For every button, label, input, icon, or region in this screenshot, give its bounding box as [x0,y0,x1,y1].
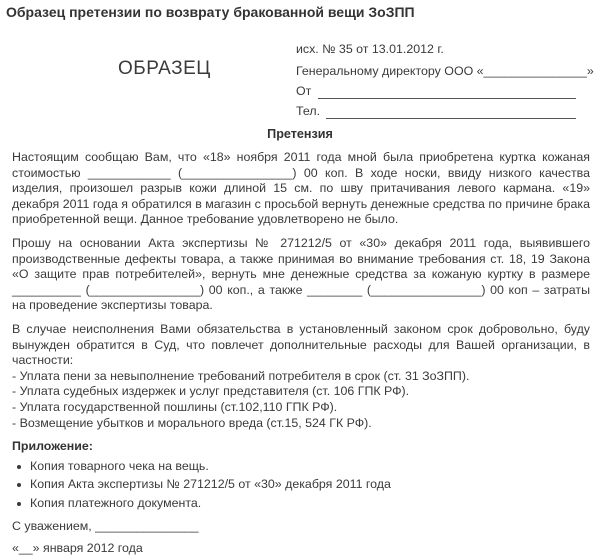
claim-item: - Уплата судебных издержек и услуг представителя (ст. 106 ГПК РФ). [12,384,410,399]
phone-line [326,118,576,119]
claim-body [12,150,590,557]
paragraph-request: Прошу на основании Акта экспертизы № 271212/5 от «30» декабря 2011 года, выявившего производственные дефекты товара, а также принимая во внимание требования ст. 18, 19 Закона «О защите прав потребителей», вернуть мне денежные средства за кожаную куртку в размере __________ (________________) 00 коп., а также ________ (________________) 00 коп – затраты на проведение экспертизы товара. [12,235,590,313]
closing-signature: С уважением, _______________ [12,519,199,534]
claim-item: - Возмещение убытков и морального вреда (ст.15, 524 ГК РФ). [12,415,372,430]
phone-label: Тел. [296,104,321,118]
attachment-item: Копия товарного чека на вещь. [12,459,590,475]
from-label: От [296,84,312,98]
page-title: Образец претензии по возврату бракованной вещи ЗоЗПП [6,4,415,20]
claims-list [12,369,590,431]
attachments-list [12,459,590,512]
reference-number: исх. № 35 от 13.01.2012 г. [296,42,444,56]
sample-stamp: ОБРАЗЕЦ [118,58,211,79]
signature-date: «__» января 2012 года [12,541,143,556]
claim-item: - Уплата пени за невыполнение требований потребителя в срок (ст. 31 ЗоЗПП). [12,368,470,383]
addressee-director: Генеральному директору ООО «_______________» [296,64,594,78]
claim-item: - Уплата государственной пошлины (ст.102,110 ГПК РФ). [12,399,338,414]
from-line [318,98,576,99]
attachments-title: Приложение: [12,439,93,454]
paragraph-purchase: Настоящим сообщаю Вам, что «18» ноября 2011 года мной была приобретена куртка кожаная стоимостью ____________ (________________) 00 коп. В ходе носки, ввиду низкого качества изделия, произошел разрыв кожи длиной 15 см. по шву притачивания левого кармана. «19» декабря 2011 года я обратился в магазин с просьбой вернуть денежные средства по причине брака приобретенной вещи. Данное требование удовлетворено не было. [12,150,590,227]
paragraph-warning: В случае неисполнения Вами обязательства в установленный законом срок добровольно, буду вынужден обратится в Суд, что повлечет дополнительные расходы для Вашей организации, в частности: [12,321,590,368]
attachment-item: Копия Акта экспертизы № 271212/5 от «30» декабря 2011 года [12,477,590,493]
claim-heading: Претензия [267,127,333,141]
attachment-item: Копия платежного документа. [12,496,590,512]
